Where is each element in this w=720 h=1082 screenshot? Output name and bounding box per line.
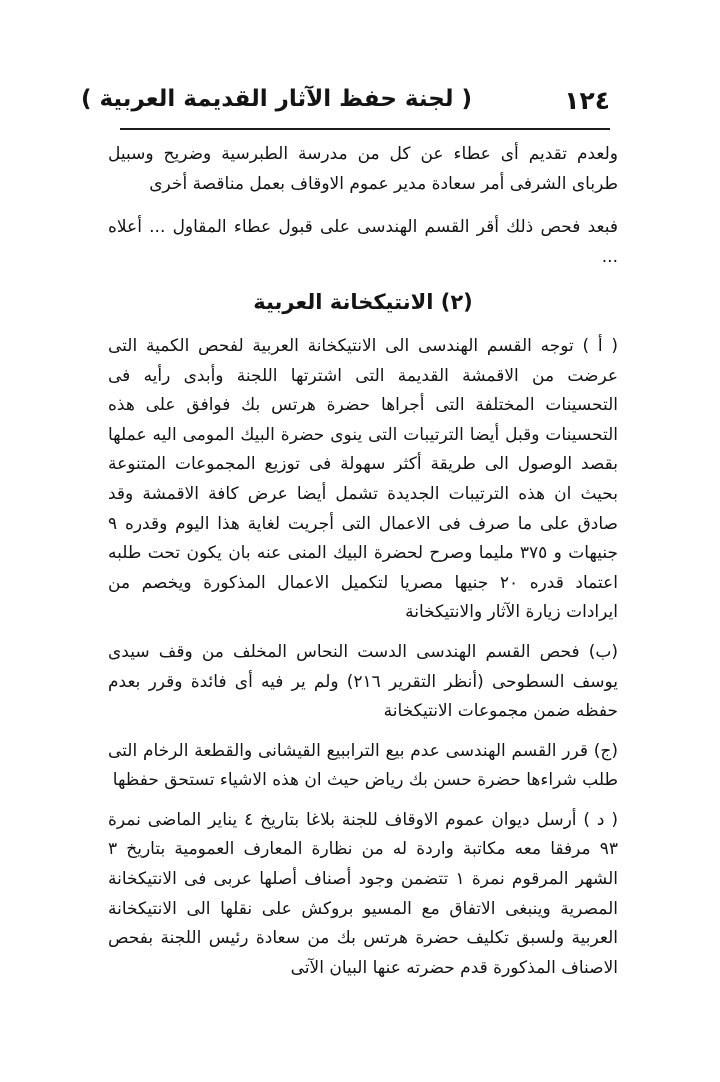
item-b: (ب) فحص القسم الهندسى الدست النحاس المخلف من وقف سيدى يوسف السطوحى (أنظر التقرير ٢١٦) ولم ير فيه أى فائدة وقرر بعدم حفظه ضمن مجموعات الانتيكخانة	[108, 641, 618, 722]
item-d: ( د ) أرسل ديوان عموم الاوقاف للجنة بلاغا بتاريخ ٤ يناير الماضى نمرة ٩٣ مرفقا معه مكاتبة واردة له من نظارة المعارف العمومية بتاريخ ٣ الشهر المرقوم نمرة ١ تتضمن وجود أصناف أصلها عربى فى الانتيكخانة المصرية وينبغى الاتفاق مع المسيو بروكش على نقلها الى الانتيكخانة العربية ولسبق تكليف حضرة هرتس بك من سعادة رئيس اللجنة بفحص الاصناف المذكورة قدم حضرته عنها البيان الآتى	[108, 809, 618, 978]
running-title: ( لجنة حفظ الآثار القديمة العربية )	[80, 86, 472, 112]
item-c: (ج) قرر القسم الهندسى عدم بيع التراببيع القيشانى والقطعة الرخام التى طلب شراءها حضرة حسن بك رياض حيث ان هذه الاشياء تستحق حفظها	[108, 740, 618, 791]
page-number: ١٢٤	[564, 86, 610, 115]
header-rule	[120, 128, 610, 130]
section-heading: (٢) الانتيكخانة العربية	[253, 290, 473, 315]
paragraph-decision: فبعد فحص ذلك أقر القسم الهندسى على قبول عطاء المقاول ... أعلاه ...	[108, 217, 618, 267]
item-a: ( أ ) توجه القسم الهندسى الى الانتيكخانة العربية لفحص الكمية التى عرضت من الاقمشة القديمة التى اشترتها اللجنة وأبدى رأيه فى التحسينات المختلفة التى أجراها حضرة هرتس بك فوافق على هذه التحسينات وقبل أيضا الترتيبات التى ينوى حضرة البيك المومى اليه عملها بقصد الوصول الى طريقة أكثر سهولة فى توزيع المجموعات المتنوعة بحيث ان هذه الترتيبات الجديدة تشمل أيضا عرض كافة الاقمشة وقد صادق على ما صرف فى الاعمال التى أجريت لغاية هذا اليوم وقدره ٩ جنيهات و ٣٧٥ مليما وصرح لحضرة البيك المنى عنه بان يكون تحت طلبه اعتماد قدره ٢٠ جنيها مصريا لتكميل الاعمال المذكورة ويخصم من ايرادات زيارة الآثار والانتيكخانة	[108, 335, 618, 623]
page-header	[80, 84, 610, 128]
body-text	[108, 140, 618, 983]
paragraph-opening: ولعدم تقديم أى عطاء عن كل من مدرسة الطبرسية وضريح وسبيل طرباى الشرفى أمر سعادة مدير عموم الاوقاف بعمل مناقصة أخرى	[108, 144, 618, 194]
